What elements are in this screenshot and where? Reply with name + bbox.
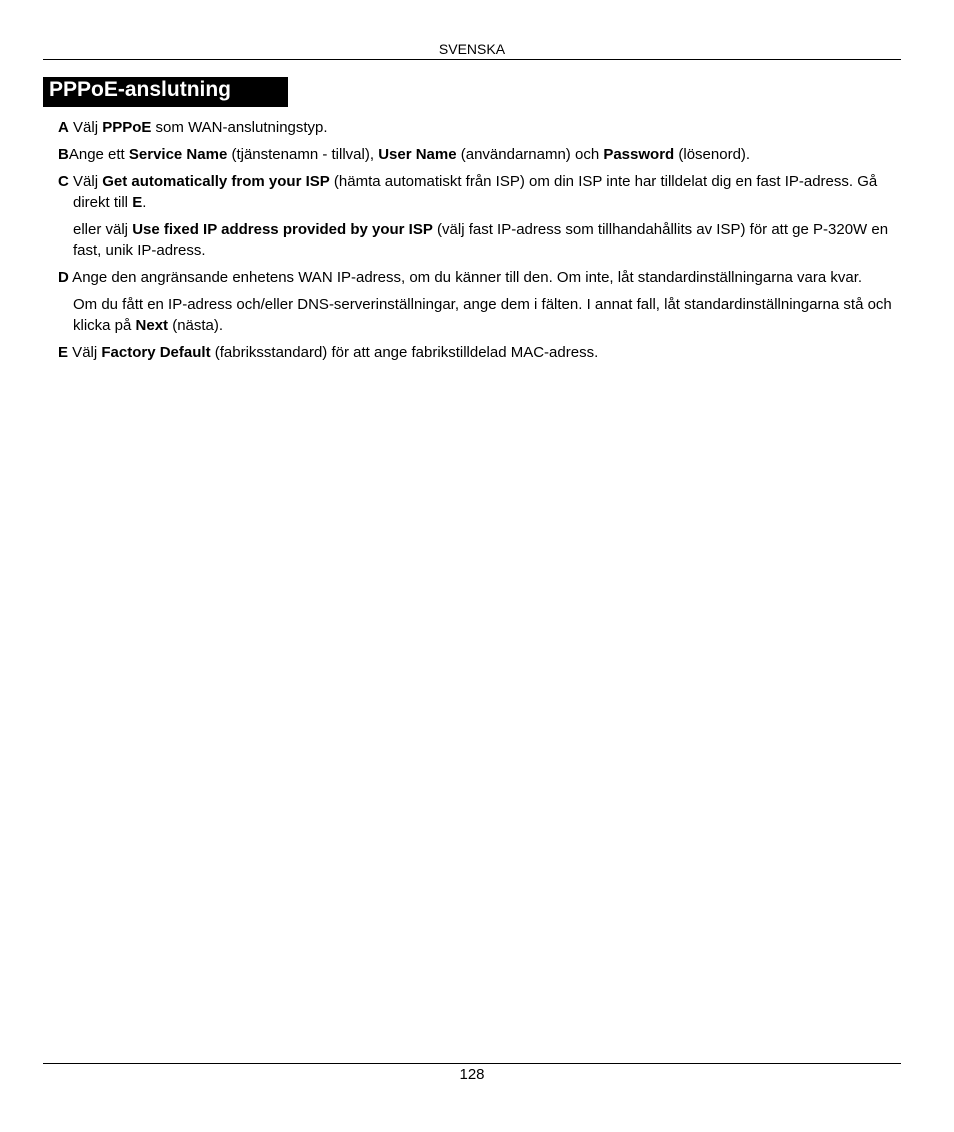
step-text: . <box>142 194 147 211</box>
step-text: (välj fast IP-adress som tillhandahållits av ISP) för att ge P-320W en fast, unik IP-adress. <box>73 221 889 259</box>
step-text: eller välj <box>73 221 133 238</box>
step-letter: B <box>58 146 69 163</box>
step-text: Välj <box>68 344 102 361</box>
step-text: Ange den angränsande enhetens WAN IP-adress, om du känner till den. Om inte, låt standardinställningarna vara kvar. <box>68 269 863 286</box>
header-rule <box>43 59 901 60</box>
step-text: (nästa). <box>168 317 224 334</box>
step-letter: C <box>58 173 69 190</box>
page-number: 128 <box>459 1066 485 1083</box>
step-term: E <box>132 194 143 211</box>
step-letter: D <box>58 269 69 286</box>
step-term: Get automatically from your ISP <box>102 173 330 190</box>
step-term: Use fixed IP address provided by your ISP <box>132 221 433 238</box>
footer-rule <box>43 1063 901 1064</box>
step-text: Ange ett <box>68 146 129 163</box>
step-letter: E <box>58 344 69 361</box>
step-c-alternative <box>58 219 903 261</box>
step-text: som WAN-anslutningstyp. <box>151 119 328 136</box>
step-term: PPPoE <box>102 119 152 136</box>
step-a <box>58 117 903 138</box>
step-term: Service Name <box>128 146 228 163</box>
step-text: Om du fått en IP-adress och/eller DNS-serverinställningar, ange dem i fälten. I annat fall, låt standardinställningarna stå och klicka på <box>73 296 892 334</box>
step-e <box>58 342 903 363</box>
step-text: (hämta automatiskt från ISP) om din ISP inte har tilldelat dig en fast IP-adress. Gå direkt till <box>73 173 878 211</box>
step-text: (fabriksstandard) för att ange fabrikstilldelad MAC-adress. <box>210 344 599 361</box>
step-term: User Name <box>378 146 457 163</box>
step-c <box>58 171 903 213</box>
step-text: Välj <box>68 173 103 190</box>
step-text: (tjänstenamn - tillval), <box>227 146 379 163</box>
step-d <box>58 267 903 288</box>
step-d-alternative <box>58 294 903 336</box>
step-term: Next <box>135 317 169 334</box>
step-letter: A <box>58 119 69 136</box>
header-language: SVENSKA <box>438 41 506 57</box>
step-list <box>58 117 903 369</box>
step-b <box>58 144 903 165</box>
step-text: (användarnamn) och <box>456 146 604 163</box>
step-text: (lösenord). <box>674 146 751 163</box>
section-title: PPPoE-anslutning <box>43 77 288 107</box>
step-term: Password <box>603 146 675 163</box>
step-text: Välj <box>68 119 103 136</box>
step-term: Factory Default <box>101 344 211 361</box>
